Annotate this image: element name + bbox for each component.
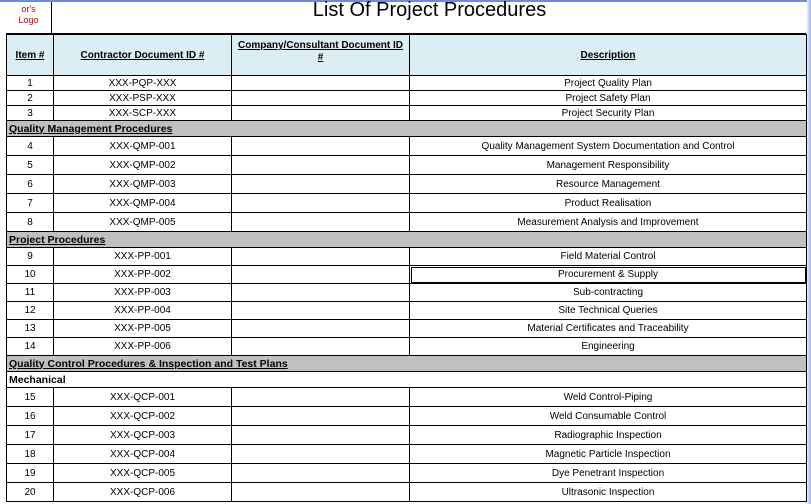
description-cell[interactable]: Quality Management System Documentation and Control xyxy=(410,137,807,156)
table-row xyxy=(7,213,807,232)
table-row xyxy=(7,302,807,320)
company-id-cell[interactable] xyxy=(232,194,410,213)
description-cell[interactable]: Procurement & Supply xyxy=(410,266,807,284)
table-row xyxy=(7,156,807,175)
table-row xyxy=(7,464,807,483)
table-row xyxy=(7,266,807,284)
contractor-id-cell[interactable]: XXX-PP-004 xyxy=(54,302,232,320)
page-title: List Of Project Procedures xyxy=(312,0,547,21)
contractor-id-cell[interactable]: XXX-QMP-002 xyxy=(54,156,232,175)
section-header-row xyxy=(7,356,807,372)
item-cell[interactable]: 17 xyxy=(7,426,54,445)
description-cell[interactable]: Field Material Control xyxy=(410,248,807,266)
header-contractor-id[interactable]: Contractor Document ID # xyxy=(54,35,232,76)
item-cell[interactable]: 16 xyxy=(7,407,54,426)
header-row xyxy=(7,35,807,76)
description-cell[interactable]: Magnetic Particle Inspection xyxy=(410,445,807,464)
description-cell[interactable]: Project Security Plan xyxy=(410,106,807,121)
section-label[interactable]: Quality Control Procedures & Inspection and Test Plans xyxy=(7,356,807,372)
item-cell[interactable]: 3 xyxy=(7,106,54,121)
company-id-cell[interactable] xyxy=(232,76,410,91)
vertical-scrollbar[interactable] xyxy=(807,0,811,504)
item-cell[interactable]: 15 xyxy=(7,388,54,407)
section-header-row xyxy=(7,232,807,248)
description-cell[interactable]: Site Technical Queries xyxy=(410,302,807,320)
table-row xyxy=(7,76,807,91)
contractor-id-cell[interactable]: XXX-SCP-XXX xyxy=(54,106,232,121)
description-cell[interactable]: Sub-contracting xyxy=(410,284,807,302)
table-row xyxy=(7,407,807,426)
item-cell[interactable]: 7 xyxy=(7,194,54,213)
contractor-id-cell[interactable]: XXX-PP-005 xyxy=(54,320,232,338)
contractor-id-cell[interactable]: XXX-PP-003 xyxy=(54,284,232,302)
table-body xyxy=(7,76,807,502)
item-cell[interactable]: 18 xyxy=(7,445,54,464)
section-label[interactable]: Quality Management Procedures xyxy=(7,121,807,137)
title-row xyxy=(6,2,806,34)
item-cell[interactable]: 8 xyxy=(7,213,54,232)
company-id-cell[interactable] xyxy=(232,302,410,320)
contractor-id-cell[interactable]: XXX-QCP-006 xyxy=(54,483,232,502)
company-id-cell[interactable] xyxy=(232,266,410,284)
contractor-id-cell[interactable]: XXX-QMP-005 xyxy=(54,213,232,232)
company-id-cell[interactable] xyxy=(232,464,410,483)
description-cell[interactable]: Project Quality Plan xyxy=(410,76,807,91)
item-cell[interactable]: 5 xyxy=(7,156,54,175)
section-label[interactable]: Project Procedures xyxy=(7,232,807,248)
company-id-cell[interactable] xyxy=(232,284,410,302)
table-row xyxy=(7,91,807,106)
contractor-id-cell[interactable]: XXX-PQP-XXX xyxy=(54,76,232,91)
description-cell[interactable]: Material Certificates and Traceability xyxy=(410,320,807,338)
header-item[interactable]: Item # xyxy=(7,35,54,76)
description-cell[interactable]: Ultrasonic Inspection xyxy=(410,483,807,502)
table-row xyxy=(7,445,807,464)
logo-text: or's Logo xyxy=(18,4,39,25)
subsection-header-row xyxy=(7,372,807,388)
company-id-cell[interactable] xyxy=(232,137,410,156)
description-cell[interactable]: Radiographic Inspection xyxy=(410,426,807,445)
table-row xyxy=(7,426,807,445)
company-id-cell[interactable] xyxy=(232,156,410,175)
description-cell[interactable]: Product Realisation xyxy=(410,194,807,213)
item-cell[interactable]: 11 xyxy=(7,284,54,302)
table-row xyxy=(7,106,807,121)
description-cell[interactable]: Weld Consumable Control xyxy=(410,407,807,426)
table-row xyxy=(7,338,807,356)
contractor-id-cell[interactable]: XXX-QCP-002 xyxy=(54,407,232,426)
table-row xyxy=(7,194,807,213)
company-id-cell[interactable] xyxy=(232,338,410,356)
contractor-id-cell[interactable]: XXX-PP-002 xyxy=(54,266,232,284)
contractor-id-cell[interactable]: XXX-QCP-004 xyxy=(54,445,232,464)
company-id-cell[interactable] xyxy=(232,91,410,106)
contractor-id-cell[interactable]: XXX-PP-001 xyxy=(54,248,232,266)
description-cell[interactable]: Measurement Analysis and Improvement xyxy=(410,213,807,232)
company-id-cell[interactable] xyxy=(232,106,410,121)
description-cell[interactable]: Resource Management xyxy=(410,175,807,194)
description-cell[interactable]: Project Safety Plan xyxy=(410,91,807,106)
contractor-id-cell[interactable]: XXX-PSP-XXX xyxy=(54,91,232,106)
description-cell[interactable]: Engineering xyxy=(410,338,807,356)
procedures-table xyxy=(6,34,807,502)
table-row xyxy=(7,248,807,266)
company-id-cell[interactable] xyxy=(232,407,410,426)
company-id-cell[interactable] xyxy=(232,175,410,194)
contractor-id-cell[interactable]: XXX-QCP-005 xyxy=(54,464,232,483)
contractor-id-cell[interactable]: XXX-QMP-004 xyxy=(54,194,232,213)
description-cell[interactable]: Management Responsibility xyxy=(410,156,807,175)
contractor-id-cell[interactable]: XXX-PP-006 xyxy=(54,338,232,356)
table-row xyxy=(7,284,807,302)
company-id-cell[interactable] xyxy=(232,426,410,445)
section-header-row xyxy=(7,121,807,137)
section-label[interactable]: Mechanical xyxy=(7,372,807,388)
contractor-id-cell[interactable]: XXX-QMP-003 xyxy=(54,175,232,194)
table-row xyxy=(7,175,807,194)
company-id-cell[interactable] xyxy=(232,445,410,464)
spreadsheet xyxy=(6,2,806,502)
item-cell[interactable]: 9 xyxy=(7,248,54,266)
table-row xyxy=(7,388,807,407)
company-id-cell[interactable] xyxy=(232,483,410,502)
item-cell[interactable]: 13 xyxy=(7,320,54,338)
item-cell[interactable]: 4 xyxy=(7,137,54,156)
description-cell[interactable]: Dye Penetrant Inspection xyxy=(410,464,807,483)
contractor-id-cell[interactable]: XXX-QCP-001 xyxy=(54,388,232,407)
description-cell[interactable]: Weld Control-Piping xyxy=(410,388,807,407)
table-row xyxy=(7,137,807,156)
item-cell[interactable]: 1 xyxy=(7,76,54,91)
contractor-id-cell[interactable]: XXX-QMP-001 xyxy=(54,137,232,156)
company-id-cell[interactable] xyxy=(232,213,410,232)
company-id-cell[interactable] xyxy=(232,388,410,407)
item-cell[interactable]: 20 xyxy=(7,483,54,502)
company-id-cell[interactable] xyxy=(232,320,410,338)
table-row xyxy=(7,320,807,338)
table-row xyxy=(7,483,807,502)
header-company-id[interactable] xyxy=(232,35,410,76)
item-cell[interactable]: 2 xyxy=(7,91,54,106)
contractor-id-cell[interactable]: XXX-QCP-003 xyxy=(54,426,232,445)
company-id-cell[interactable] xyxy=(232,248,410,266)
item-cell[interactable]: 19 xyxy=(7,464,54,483)
header-company-id-label: Company/Consultant Document ID # xyxy=(237,40,403,63)
item-cell[interactable]: 12 xyxy=(7,302,54,320)
header-description[interactable]: Description xyxy=(410,35,807,76)
item-cell[interactable]: 6 xyxy=(7,175,54,194)
item-cell[interactable]: 10 xyxy=(7,266,54,284)
company-logo-placeholder xyxy=(6,2,52,33)
item-cell[interactable]: 14 xyxy=(7,338,54,356)
